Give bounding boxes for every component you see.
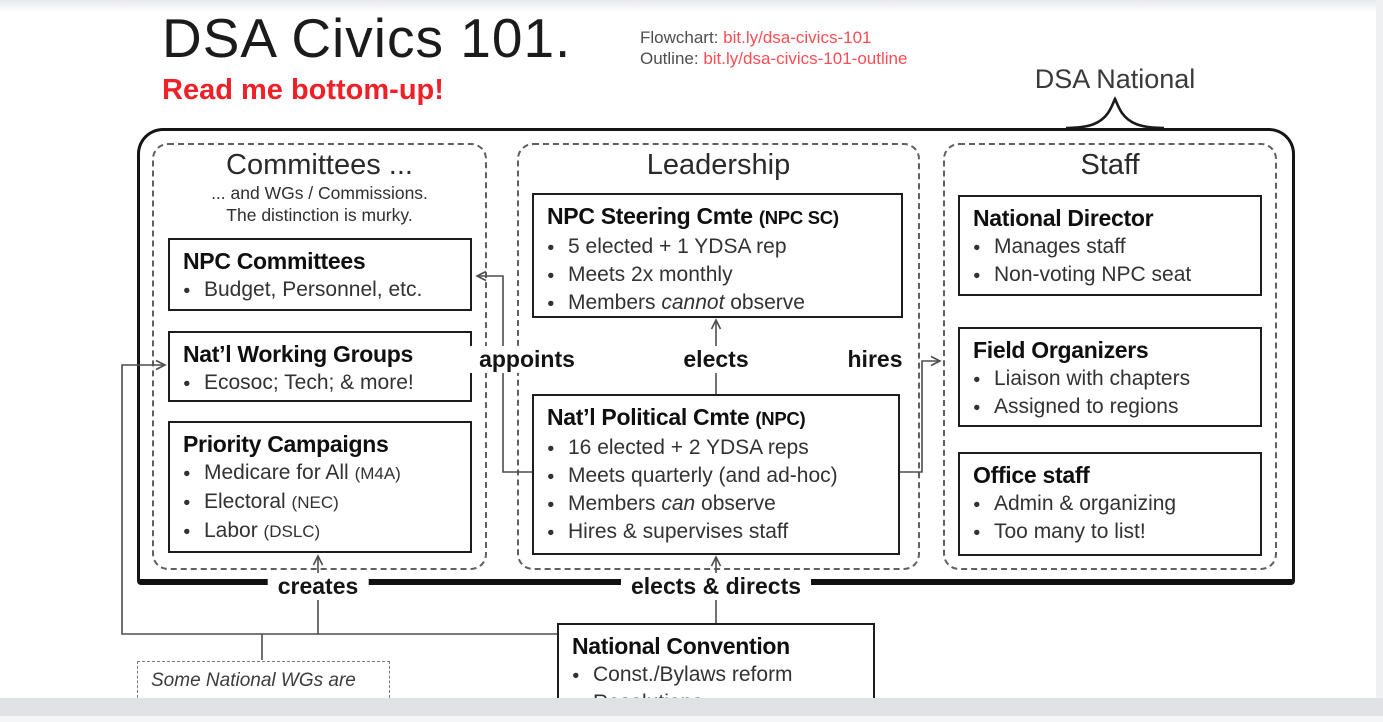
section-leadership-title: Leadership [646, 149, 791, 181]
flowchart-link-row [640, 27, 907, 48]
node-office-staff [958, 452, 1262, 556]
section-committees-title: Committees ... [226, 149, 413, 181]
bullet-item: ● Too many to list! [973, 518, 1250, 546]
node-title: Field Organizers [973, 337, 1149, 363]
bullet-item: ● Meets 2x monthly [547, 261, 891, 289]
bullet-list [973, 365, 1250, 421]
bullet-list [183, 276, 460, 304]
node-title-tag: (NPC SC) [758, 207, 839, 228]
bullet-item: ● Ecosoc; Tech; & more! [183, 369, 460, 397]
window-right-edge [1376, 0, 1383, 722]
bullet-item: ● Manages staff [973, 233, 1250, 261]
outline-link[interactable]: bit.ly/dsa-civics-101-outline [703, 49, 908, 68]
flowchart-link[interactable]: bit.ly/dsa-civics-101 [723, 28, 872, 47]
node-title: NPC Steering Cmte (NPC SC) [547, 203, 839, 229]
emphasis-text: can [661, 492, 696, 515]
edge-label-hires: hires [838, 346, 913, 373]
node-field-organizers [958, 327, 1262, 427]
bullet-item: ● Liaison with chapters [973, 365, 1250, 393]
edge-label-elects-and-directs: elects & directs [621, 573, 811, 600]
bullet-item: ● 5 elected + 1 YDSA rep [547, 233, 891, 261]
node-title-tag: (NPC) [755, 408, 806, 429]
outline-link-label: Outline: [640, 49, 699, 68]
link-block [640, 27, 907, 69]
section-committees-subtitle2: The distinction is murky. [226, 205, 413, 225]
bullet-list [547, 434, 888, 546]
flowchart-link-label: Flowchart: [640, 28, 719, 47]
bullet-item: ● Members cannot observe [547, 289, 891, 317]
bullet-item: ● Budget, Personnel, etc. [183, 276, 460, 304]
section-staff-title: Staff [1080, 149, 1140, 181]
edge-label-elects: elects [673, 346, 758, 373]
node-title: Office staff [973, 462, 1090, 488]
node-natl-working-groups [168, 331, 472, 402]
bullet-list [183, 459, 460, 546]
bullet-item: ● Const./Bylaws reform [572, 661, 863, 689]
bottom-footer-strip [0, 716, 1383, 722]
bullet-item: ● 16 elected + 2 YDSA reps [547, 434, 888, 462]
read-me-banner: Read me bottom-up! [162, 74, 444, 106]
bullet-item: ● Members can observe [547, 490, 888, 518]
node-title: National Director [973, 205, 1154, 231]
outline-link-row [640, 48, 907, 69]
bullet-list [973, 490, 1250, 546]
node-title: Nat’l Political Cmte (NPC) [547, 404, 806, 430]
bullet-item: ● Hires & supervises staff [547, 518, 888, 546]
bullet-item: ● Non-voting NPC seat [973, 261, 1250, 289]
bullet-list [973, 233, 1250, 289]
node-title: National Convention [572, 633, 790, 659]
bullet-item: ● Medicare for All (M4A) [183, 459, 460, 488]
section-committees-subtitle1: ... and WGs / Commissions. [211, 183, 428, 203]
node-title: Priority Campaigns [183, 431, 389, 457]
node-natl-political-cmte [532, 394, 900, 555]
page-title: DSA Civics 101. [162, 7, 572, 69]
bullet-list [183, 369, 460, 397]
bullet-item: ● Labor (DSLC) [183, 517, 460, 546]
bullet-item: ● Assigned to regions [973, 393, 1250, 421]
edge-label-creates: creates [268, 573, 369, 600]
bullet-item: ● Meets quarterly (and ad-hoc) [547, 462, 888, 490]
bullet-list [547, 233, 891, 317]
bottom-gray-band [0, 698, 1383, 716]
node-title: Nat’l Working Groups [183, 341, 413, 367]
node-npc-steering-cmte [532, 193, 903, 318]
bullet-item: ● Admin & organizing [973, 490, 1250, 518]
node-priority-campaigns [168, 421, 472, 553]
node-title: NPC Committees [183, 248, 366, 274]
node-npc-committees [168, 238, 472, 311]
edge-label-appoints: appoints [469, 346, 585, 373]
bullet-item: ● Electoral (NEC) [183, 488, 460, 517]
dsa-national-label: DSA National [1034, 64, 1196, 94]
emphasis-text: cannot [661, 291, 725, 314]
node-national-director [958, 195, 1262, 296]
note-text: Some National WGs are [151, 670, 356, 691]
